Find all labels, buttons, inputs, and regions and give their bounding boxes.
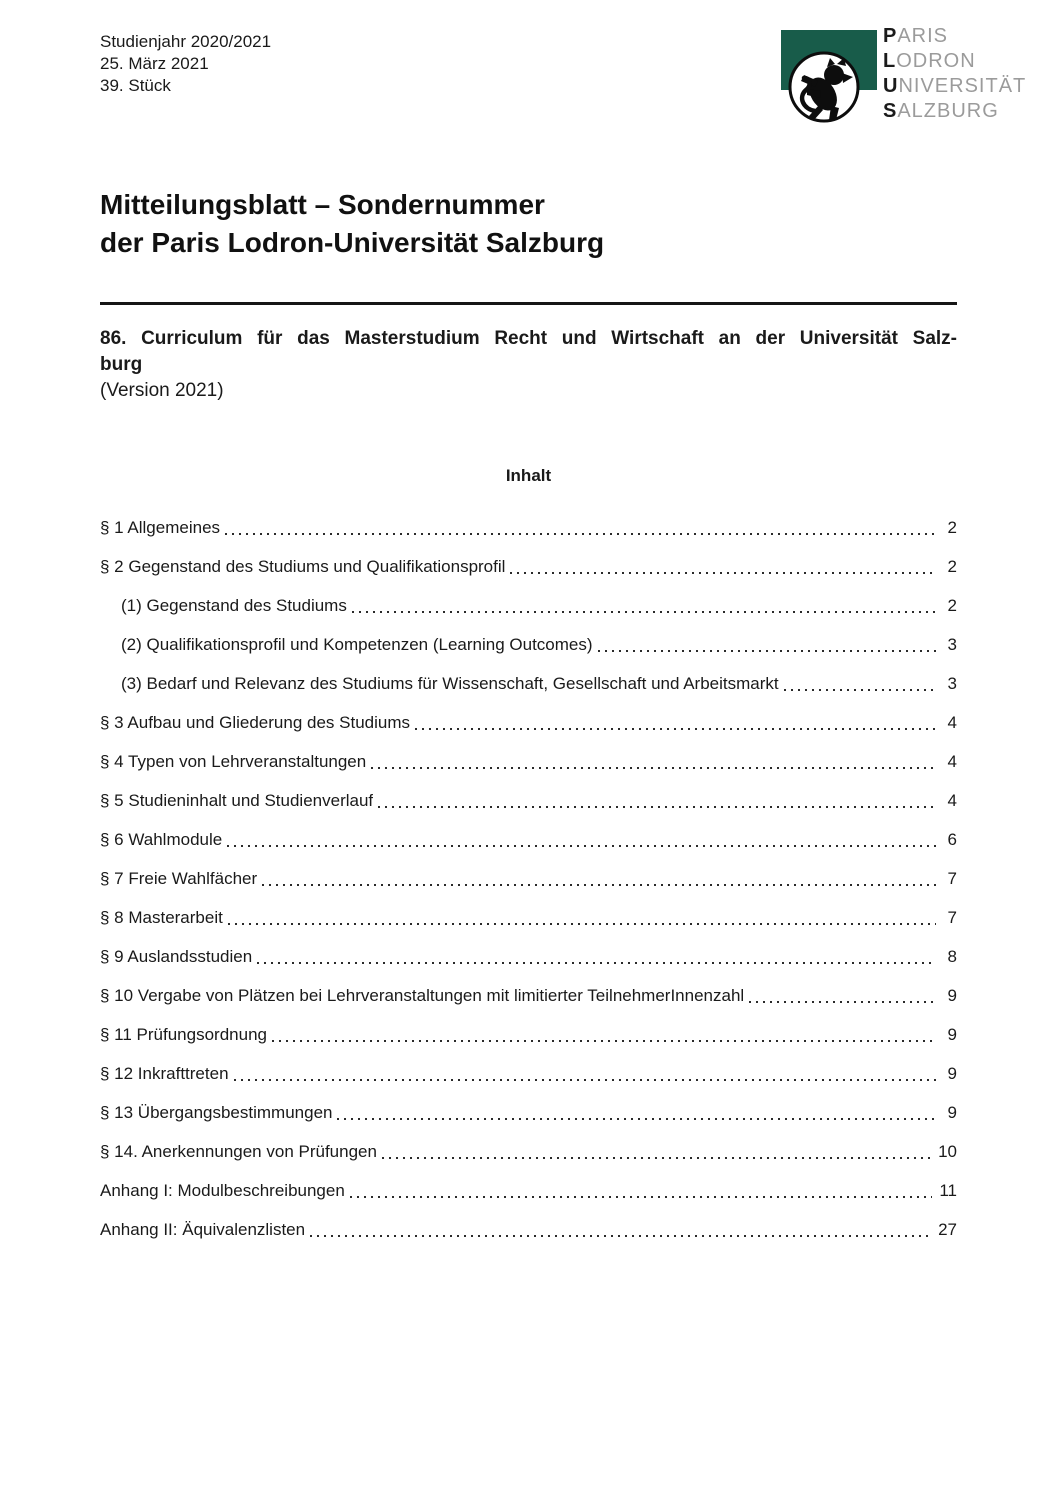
toc-entry-page: 2 (947, 557, 957, 576)
logo-word-universitaet (883, 74, 1026, 99)
meta-issue-number: 39. Stück (100, 76, 171, 95)
toc-entry-label: § 8 Masterarbeit (100, 908, 223, 927)
toc-entry (100, 1015, 957, 1054)
logo-wordmark (883, 24, 1026, 124)
dot-leader (272, 1015, 941, 1054)
dot-leader (784, 664, 941, 703)
toc-entry-label: (3) Bedarf und Relevanz des Studiums für Wissenschaft, Gesellschaft und Arbeitsmarkt (121, 674, 779, 693)
toc-entry-page: 8 (947, 947, 957, 966)
toc-entry (100, 664, 957, 703)
toc-entry-label: § 11 Prüfungsordnung (100, 1025, 267, 1044)
toc-entry (100, 586, 957, 625)
toc-entry-label: § 5 Studieninhalt und Studienverlauf (100, 791, 374, 810)
toc-entry-label: § 12 Inkrafttreten (100, 1064, 229, 1083)
logo-rest: ALZBURG (897, 100, 999, 122)
logo-rest: NIVERSITÄT (898, 75, 1027, 97)
toc-entry-page: 9 (947, 1064, 957, 1083)
dot-leader (382, 1132, 936, 1171)
meta-study-year: Studienjahr 2020/2021 (100, 32, 272, 51)
curriculum-heading (100, 326, 957, 404)
divider-line (100, 302, 957, 305)
dot-leader (225, 508, 941, 547)
dot-leader (234, 1054, 941, 1093)
logo-word-paris (883, 24, 1026, 49)
dot-leader (337, 1093, 941, 1132)
logo-word-lodron (883, 49, 1026, 74)
toc-entry (100, 937, 957, 976)
toc-entry-label: § 7 Freie Wahlfächer (100, 869, 258, 888)
toc-entry-page: 4 (947, 752, 957, 771)
toc-entry (100, 781, 957, 820)
toc-entry-label: § 13 Übergangsbestimmungen (100, 1103, 333, 1122)
dot-leader (510, 547, 941, 586)
toc-entry-page: 9 (947, 986, 957, 1005)
dot-leader (262, 859, 941, 898)
issue-meta (100, 31, 271, 97)
toc-entry-page: 10 (938, 1142, 957, 1161)
toc-entry-page: 7 (947, 869, 957, 888)
dot-leader (371, 742, 941, 781)
dot-leader (352, 586, 941, 625)
toc-entry (100, 1132, 957, 1171)
heading-line-1: 86. Curriculum für das Masterstudium Recht und Wirtschaft an der Universität Salz- (100, 328, 957, 349)
dot-leader (415, 703, 941, 742)
table-of-contents (100, 508, 957, 1249)
title-line-1: Mitteilungsblatt – Sondernummer (100, 189, 545, 220)
toc-entry-page: 2 (947, 518, 957, 537)
dot-leader (378, 781, 941, 820)
toc-entry-page: 3 (947, 635, 957, 654)
page-title (100, 186, 604, 262)
toc-entry-label: § 4 Typen von Lehrveranstaltungen (100, 752, 367, 771)
heading-line-2: burg (100, 354, 143, 375)
toc-entry-label: § 3 Aufbau und Gliederung des Studiums (100, 713, 410, 732)
dot-leader (749, 976, 941, 1015)
toc-entry-label: Anhang II: Äquivalenzlisten (100, 1220, 306, 1239)
toc-entry (100, 508, 957, 547)
toc-entry-label: § 14. Anerkennungen von Prüfungen (100, 1142, 377, 1161)
toc-entry (100, 820, 957, 859)
toc-entry (100, 1171, 957, 1210)
toc-entry (100, 547, 957, 586)
toc-entry-page: 2 (947, 596, 957, 615)
toc-entry-page: 11 (939, 1181, 957, 1200)
toc-entry-label: § 1 Allgemeines (100, 518, 221, 537)
toc-entry-page: 27 (938, 1220, 957, 1239)
toc-entry-page: 7 (947, 908, 957, 927)
toc-entry (100, 1210, 957, 1249)
logo-rest: ARIS (897, 25, 949, 47)
logo-initial: S (883, 100, 898, 122)
logo-initial: U (883, 75, 899, 97)
dot-leader (228, 898, 941, 937)
lion-seal-icon (787, 50, 861, 124)
toc-entry-page: 4 (947, 713, 957, 732)
logo-rest: ODRON (896, 50, 976, 72)
toc-entry-page: 4 (947, 791, 957, 810)
title-line-2: der Paris Lodron-Universität Salzburg (100, 227, 605, 258)
toc-entry (100, 625, 957, 664)
dot-leader (350, 1171, 938, 1210)
toc-entry-label: § 10 Vergabe von Plätzen bei Lehrveranstaltungen mit limitierter TeilnehmerInnenzahl (100, 986, 745, 1005)
logo-initial: L (883, 50, 897, 72)
dot-leader (598, 625, 941, 664)
toc-entry-label: Anhang I: Modulbeschreibungen (100, 1181, 345, 1200)
logo-initial: P (883, 25, 898, 47)
toc-entry-label: (1) Gegenstand des Studiums (121, 596, 347, 615)
dot-leader (310, 1210, 936, 1249)
toc-entry (100, 859, 957, 898)
toc-entry-label: § 6 Wahlmodule (100, 830, 223, 849)
toc-entry (100, 1093, 957, 1132)
toc-entry (100, 703, 957, 742)
dot-leader (227, 820, 941, 859)
toc-entry-page: 3 (947, 674, 957, 693)
version-label: (Version 2021) (100, 380, 224, 401)
toc-entry (100, 1054, 957, 1093)
toc-entry (100, 976, 957, 1015)
toc-entry-page: 9 (947, 1103, 957, 1122)
toc-title: Inhalt (505, 466, 552, 485)
university-logo (781, 25, 1051, 135)
toc-entry-label: (2) Qualifikationsprofil und Kompetenzen (Learning Outcomes) (121, 635, 593, 654)
toc-entry (100, 898, 957, 937)
toc-entry (100, 742, 957, 781)
logo-word-salzburg (883, 99, 1026, 124)
toc-entry-page: 6 (947, 830, 957, 849)
toc-entry-page: 9 (947, 1025, 957, 1044)
dot-leader (257, 937, 941, 976)
meta-date: 25. März 2021 (100, 54, 209, 73)
toc-entry-label: § 2 Gegenstand des Studiums und Qualifikationsprofil (100, 557, 506, 576)
toc-entry-label: § 9 Auslandsstudien (100, 947, 253, 966)
